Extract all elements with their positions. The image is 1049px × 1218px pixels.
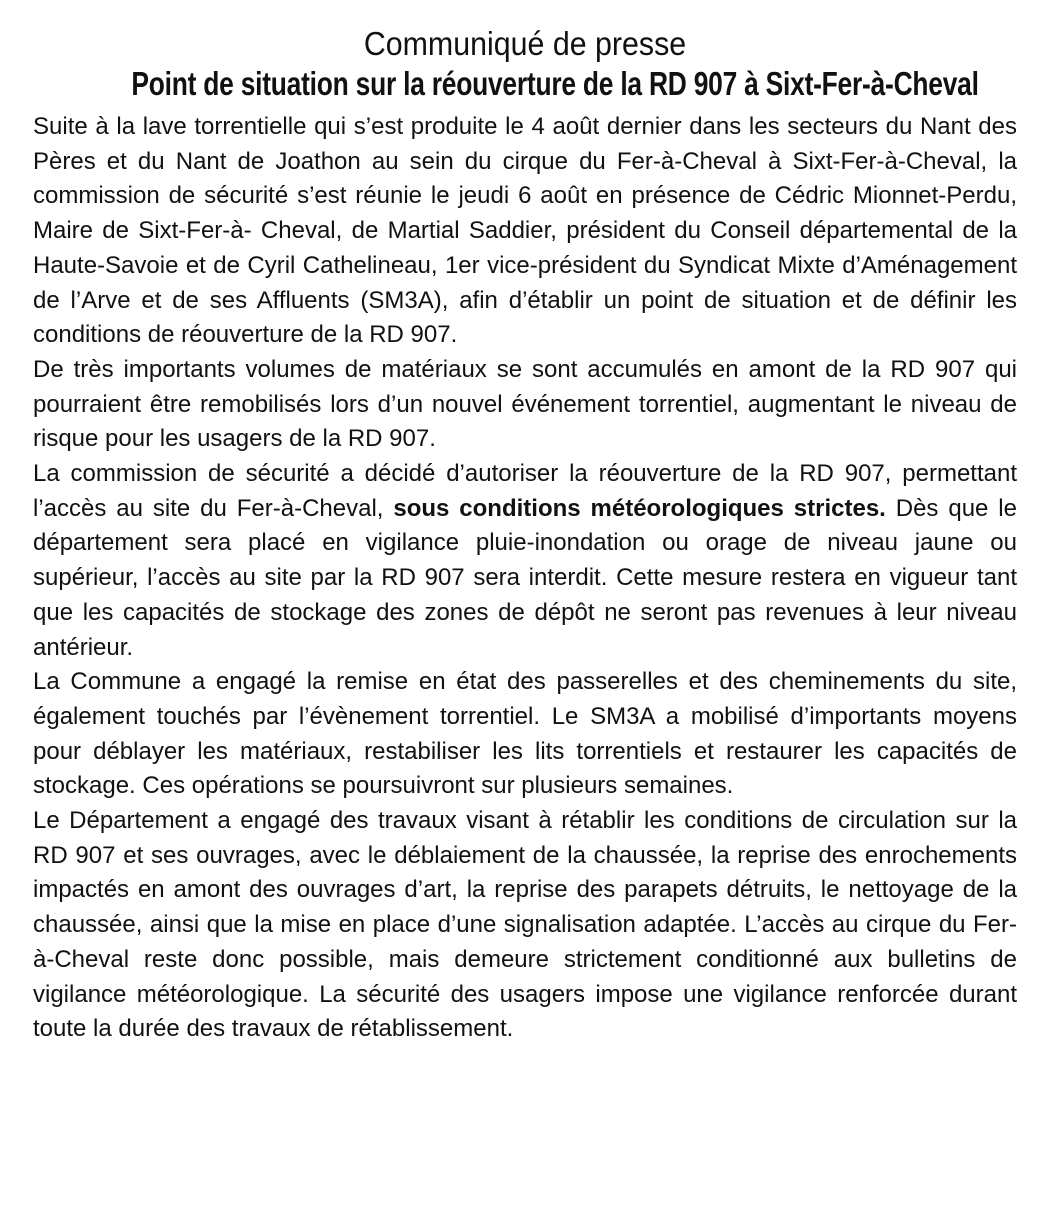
paragraph-reopening-end: Dès que le département sera placé en vigilance pluie-inondation ou orage de niveau jaune ou supérieur, l’accès au site par la RD 907 sera interdit. Cette mesure restera en vigueur tant que les capacités de stockage des zones de dépôt ne seront pas revenues à leur niveau antérieur. (33, 494, 1017, 661)
weather-conditions-emphasis: sous conditions météorologiques strictes. (393, 494, 886, 522)
paragraph-incident: Suite à la lave torrentielle qui s’est produite le 4 août dernier dans les secteurs du Nant des Pères et du Nant de Joathon au sein du cirque du Fer-à-Cheval à Sixt-Fer-à-Cheval, la commission de sécurité s’est réunie le jeudi 6 août en présence de Cédric Mionnet-Perdu, Maire de Sixt-Fer-à- Cheval, de Martial Saddier, président du Conseil départemental de la Haute-Savoie et de Cyril Cathelineau, 1er vice-président du Syndicat Mixte d’Aménagement de l’Arve et de ses Affluents (SM3A), afin d’établir un point de situation et de définir les conditions de réouverture de la RD 907. (33, 113, 1017, 349)
paragraph-reopening (33, 457, 1017, 665)
press-release-title: Point de situation sur la réouverture de la RD 907 à Sixt-Fer-à-Cheval (131, 65, 979, 102)
paragraph-department-works: Le Département a engagé des travaux visant à rétablir les conditions de circulation sur la RD 907 et ses ouvrages, avec le déblaiement de la chaussée, la reprise des enrochements impactés en amont des ouvrages d’art, la reprise des parapets détruits, le nettoyage de la chaussée, ainsi que la mise en place d’une signalisation adaptée. L’accès au cirque du Fer-à-Cheval reste donc possible, mais demeure strictement conditionné aux bulletins de vigilance météorologique. La sécurité des usagers impose une vigilance renforcée durant toute la durée des travaux de rétablissement. (33, 807, 1017, 1043)
paragraph-commune-works: La Commune a engagé la remise en état des passerelles et des cheminements du site, également touchés par l’évènement torrentiel. Le SM3A a mobilisé d’importants moyens pour déblayer les matériaux, restabiliser les lits torrentiels et restaurer les capacités de stockage. Ces opérations se poursuivront sur plusieurs semaines. (33, 668, 1017, 800)
document-type-heading: Communiqué de presse (363, 25, 687, 62)
paragraph-reopening-start: La commission de sécurité a décidé d’autoriser la réouverture de la RD 907, permettant l’accès au site du Fer-à-Cheval, (33, 460, 1017, 522)
paragraph-materials: De très importants volumes de matériaux se sont accumulés en amont de la RD 907 qui pourraient être remobilisés lors d’un nouvel événement torrentiel, augmentant le niveau de risque pour les usagers de la RD 907. (33, 355, 1017, 453)
press-release (33, 24, 1017, 1047)
